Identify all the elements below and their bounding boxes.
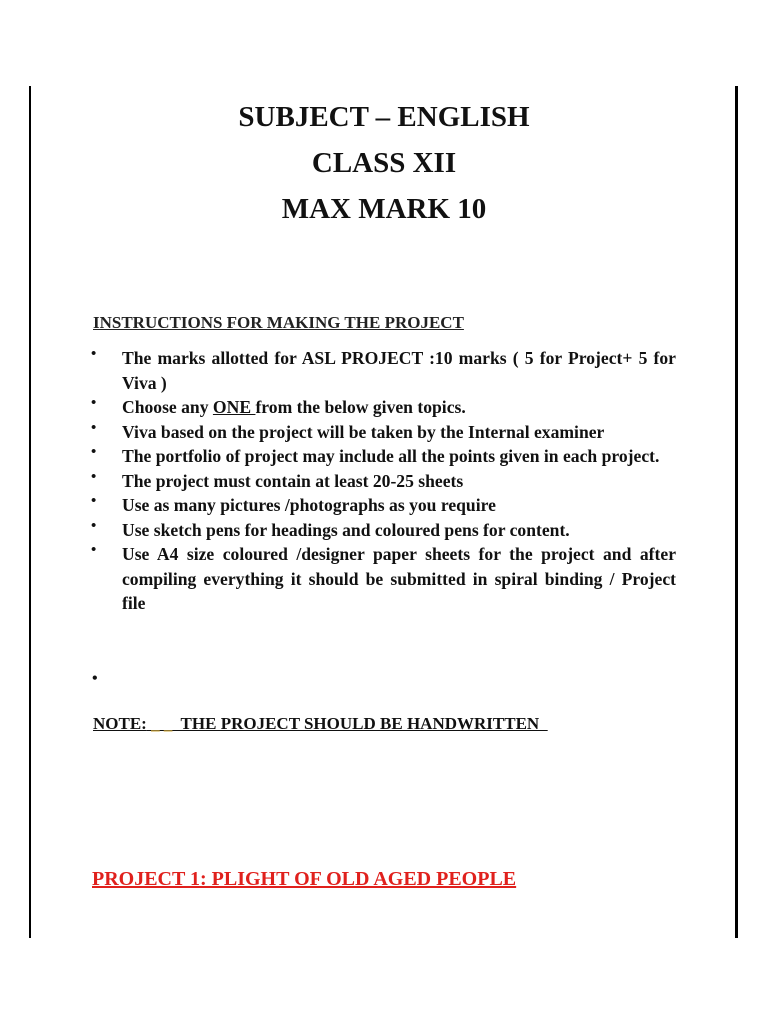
instruction-text: The marks allotted for ASL PROJECT :10 marks ( 5 for Project+ 5 for Viva ) <box>122 348 676 393</box>
instruction-item <box>90 518 676 543</box>
instruction-item <box>90 395 676 420</box>
instruction-text: Viva based on the project will be taken by the Internal examiner <box>122 421 605 442</box>
max-mark-title: MAX MARK 10 <box>281 193 487 225</box>
instruction-text: Use sketch pens for headings and coloured pens for content. <box>122 519 570 540</box>
instruction-text: Use A4 size coloured /designer paper sheets for the project and after compiling everything it should be submitted in spiral binding / Project file <box>122 544 676 613</box>
bullet-icon: • <box>91 542 97 558</box>
note-gap: _ _ <box>146 714 173 733</box>
note-label: NOTE: <box>93 714 147 733</box>
bullet-icon: • <box>91 419 97 436</box>
instructions-list <box>90 346 676 616</box>
empty-bullet-icon: • <box>92 670 98 687</box>
instruction-item <box>90 469 676 494</box>
bullet-icon: • <box>91 395 97 411</box>
instruction-item <box>90 542 676 616</box>
bullet-icon: • <box>91 468 97 485</box>
bullet-icon: • <box>91 493 97 509</box>
bullet-icon: • <box>91 346 97 362</box>
class-title: CLASS XII <box>311 147 457 179</box>
instruction-text: The project must contain at least 20-25 sheets <box>122 470 464 491</box>
instruction-emphasis: ONE <box>212 397 256 417</box>
instruction-item <box>90 346 676 395</box>
instruction-item <box>90 420 676 445</box>
instruction-text-after: from the below given topics. <box>255 397 466 417</box>
note-line <box>93 712 548 736</box>
bullet-icon: • <box>91 517 97 534</box>
note-text: THE PROJECT SHOULD BE HANDWRITTEN <box>172 714 548 733</box>
project-title: PROJECT 1: PLIGHT OF OLD AGED PEOPLE <box>92 868 517 890</box>
subject-title: SUBJECT – ENGLISH <box>238 101 530 133</box>
instruction-text: The portfolio of project may include all the points given in each project. <box>122 446 660 466</box>
instruction-text-before: Choose any <box>122 397 213 417</box>
bullet-icon: • <box>91 444 97 460</box>
instructions-heading: INSTRUCTIONS FOR MAKING THE PROJECT <box>93 313 464 332</box>
instruction-item <box>90 444 676 469</box>
instruction-item <box>90 493 676 518</box>
instruction-text: Use as many pictures /photographs as you require <box>122 495 496 515</box>
